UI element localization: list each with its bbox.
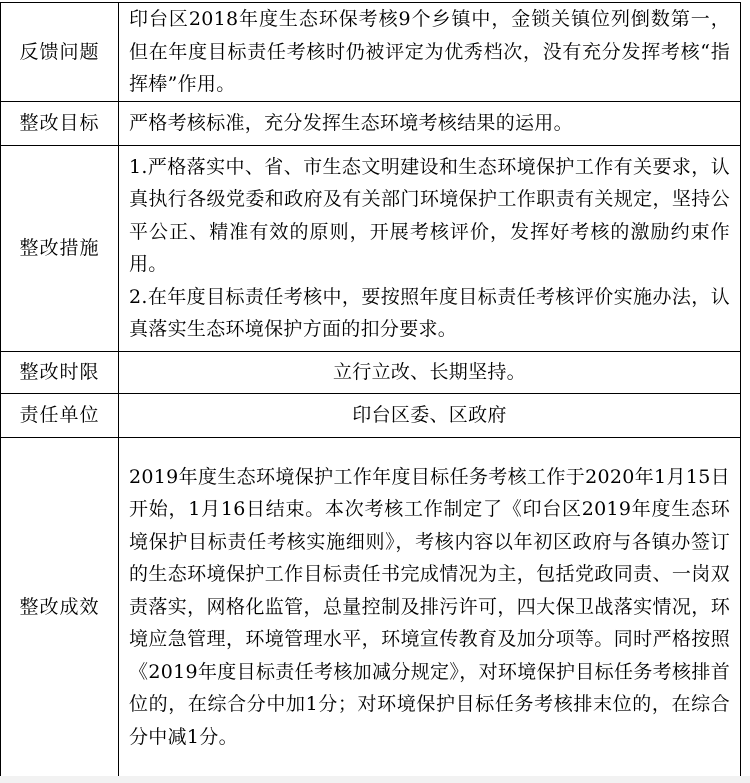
row-label: 整改成效 <box>1 437 119 777</box>
table-row-deadline <box>1 351 741 393</box>
table-row-feedback <box>1 3 741 102</box>
row-content: 立行立改、长期坚持。 <box>119 351 741 393</box>
row-content: 2019年度生态环境保护工作年度目标任务考核工作于2020年1月15日开始，1月16日结束。本次考核工作制定了《印台区2019年度生态环境保护目标责任考核实施细则》，考核内容以年初区政府与各镇办签订的生态环境保护工作目标责任书完成情况为主，包括党政同责、一岗双责落实，网格化监管，总量控制及排污许可，四大保卫战落实情况，环境应急管理，环境管理水平，环境宣传教育及加分项等。同时严格按照《2019年度目标责任考核加减分规定》，对环境保护目标任务考核排首位的，在综合分中加1分；对环境保护目标任务考核排末位的，在综合分中减1分。 <box>119 437 741 777</box>
row-label: 整改时限 <box>1 351 119 393</box>
page-bottom-edge <box>0 776 750 783</box>
row-label: 整改措施 <box>1 145 119 351</box>
table-row-results <box>1 437 741 777</box>
rectification-table <box>0 2 741 778</box>
row-content: 印台区2018年度生态环保考核9个乡镇中，金锁关镇位列倒数第一，但在年度目标责任考核时仍被评定为优秀档次，没有充分发挥考核“指挥棒”作用。 <box>119 3 741 102</box>
row-label: 责任单位 <box>1 393 119 437</box>
table-row-measures <box>1 145 741 351</box>
row-content: 印台区委、区政府 <box>119 393 741 437</box>
row-content <box>119 145 741 351</box>
row-content: 严格考核标准，充分发挥生态环境考核结果的运用。 <box>119 101 741 145</box>
table-row-responsible <box>1 393 741 437</box>
table-row-goal <box>1 101 741 145</box>
measure-item: 2.在年度目标责任考核中，要按照年度目标责任考核评价实施办法，认真落实生态环境保护方面的扣分要求。 <box>129 285 730 340</box>
row-label: 反馈问题 <box>1 3 119 102</box>
measure-item: 1.严格落实中、省、市生态文明建设和生态环境保护工作有关要求，认真执行各级党委和政府及有关部门环境保护工作职责有关规定，坚持公平公正、精准有效的原则，开展考核评价，发挥好考核的激励约束作用。 <box>129 155 730 275</box>
row-label: 整改目标 <box>1 101 119 145</box>
